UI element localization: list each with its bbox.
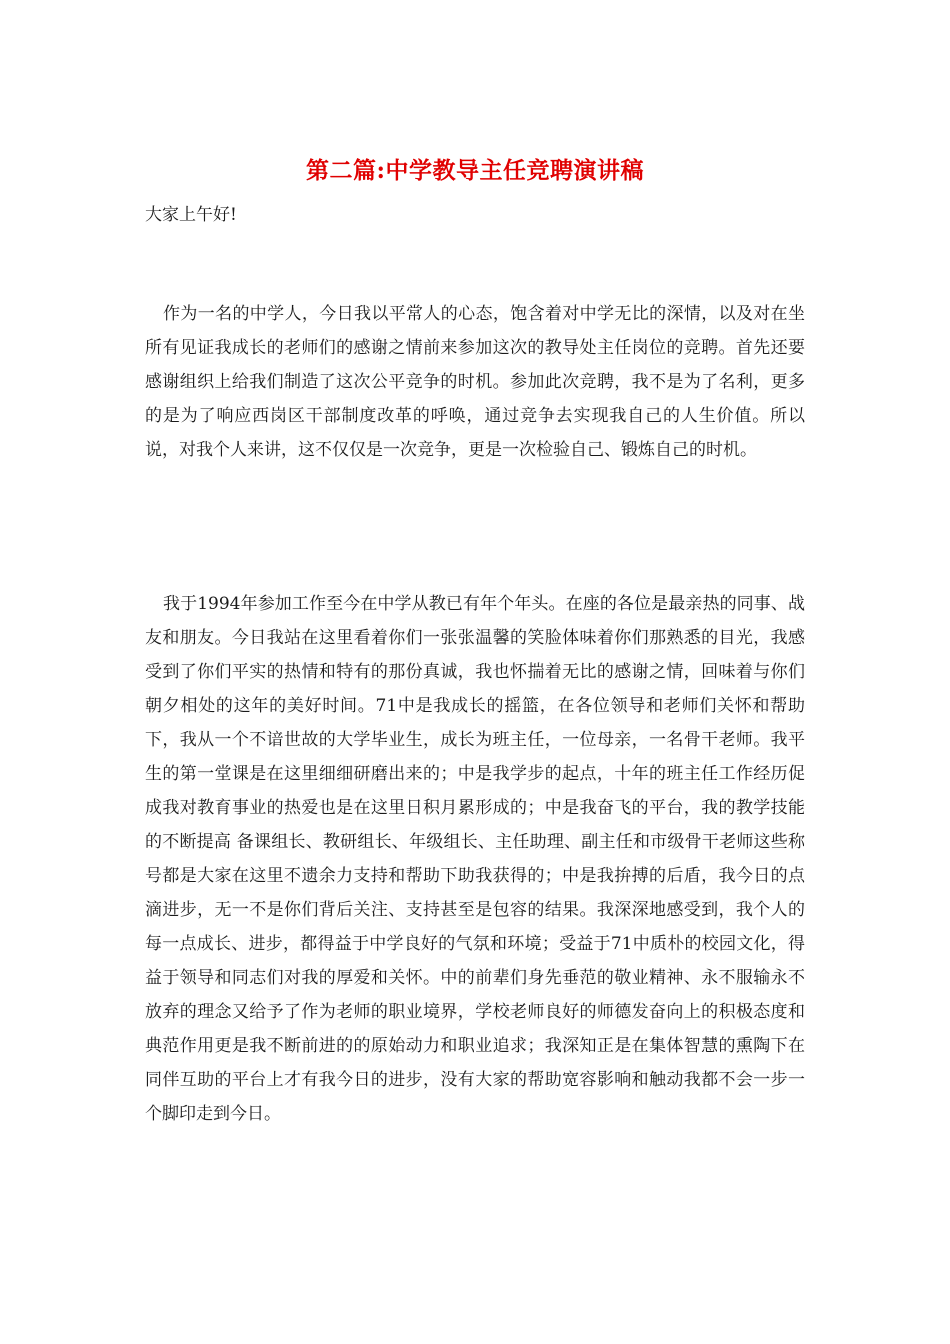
- greeting-text: 大家上午好!: [145, 205, 237, 225]
- page-title: 第二篇:中学教导主任竞聘演讲稿: [306, 157, 644, 184]
- paragraph-2: 我于1994年参加工作至今在中学从教已有年个年头。在座的各位是最亲热的同事、战友和朋友。今日我站在这里看着你们一张张温馨的笑脸体味着你们那熟悉的目光，我感受到了你们平实的热情和特有的那份真诚，我也怀揣着无比的感谢之情，回味着与你们朝夕相处的这年的美好时间。71中是我成长的摇篮，在各位领导和老师们关怀和帮助下，我从一个不谙世故的大学毕业生，成长为班主任，一位母亲，一名骨干老师。我平生的第一堂课是在这里细细研磨出来的；中是我学步的起点，十年的班主任工作经历促成我对教育事业的热爱也是在这里日积月累形成的；中是我奋飞的平台，我的教学技能的不断提高 备课组长、教研组长、年级组长、主任助理、副主任和市级骨干老师这些称号都是大家在这里不遗余力支持和帮助下助我获得的；中是我拚搏的后盾，我今日的点滴进步，无一不是你们背后关注、支持甚至是包容的结果。我深深地感受到，我个人的每一点成长、进步，都得益于中学良好的气氛和环境；受益于71中质朴的校园文化，得益于领导和同志们对我的厚爱和关怀。中的前辈们身先垂范的敬业精神、永不服输永不放弃的理念又给予了作为老师的职业境界，学校老师良好的师德发奋向上的积极态度和典范作用更是我不断前进的的原始动力和职业追求；我深知正是在集体智慧的熏陶下在同伴互助的平台上才有我今日的进步，没有大家的帮助宽容影响和触动我都不会一步一个脚印走到今日。: [145, 594, 805, 1124]
- paragraph-1: 作为一名的中学人，今日我以平常人的心态，饱含着对中学无比的深情，以及对在坐所有见证我成长的老师们的感谢之情前来参加这次的教导处主任岗位的竞聘。首先还要感谢组织上给我们制造了这次公平竞争的时机。参加此次竞聘，我不是为了名利，更多的是为了响应西岗区干部制度改革的呼唤，通过竞争去实现我自己的人生价值。所以说，对我个人来讲，这不仅仅是一次竞争，更是一次检验自己、锻炼自己的时机。: [145, 304, 805, 460]
